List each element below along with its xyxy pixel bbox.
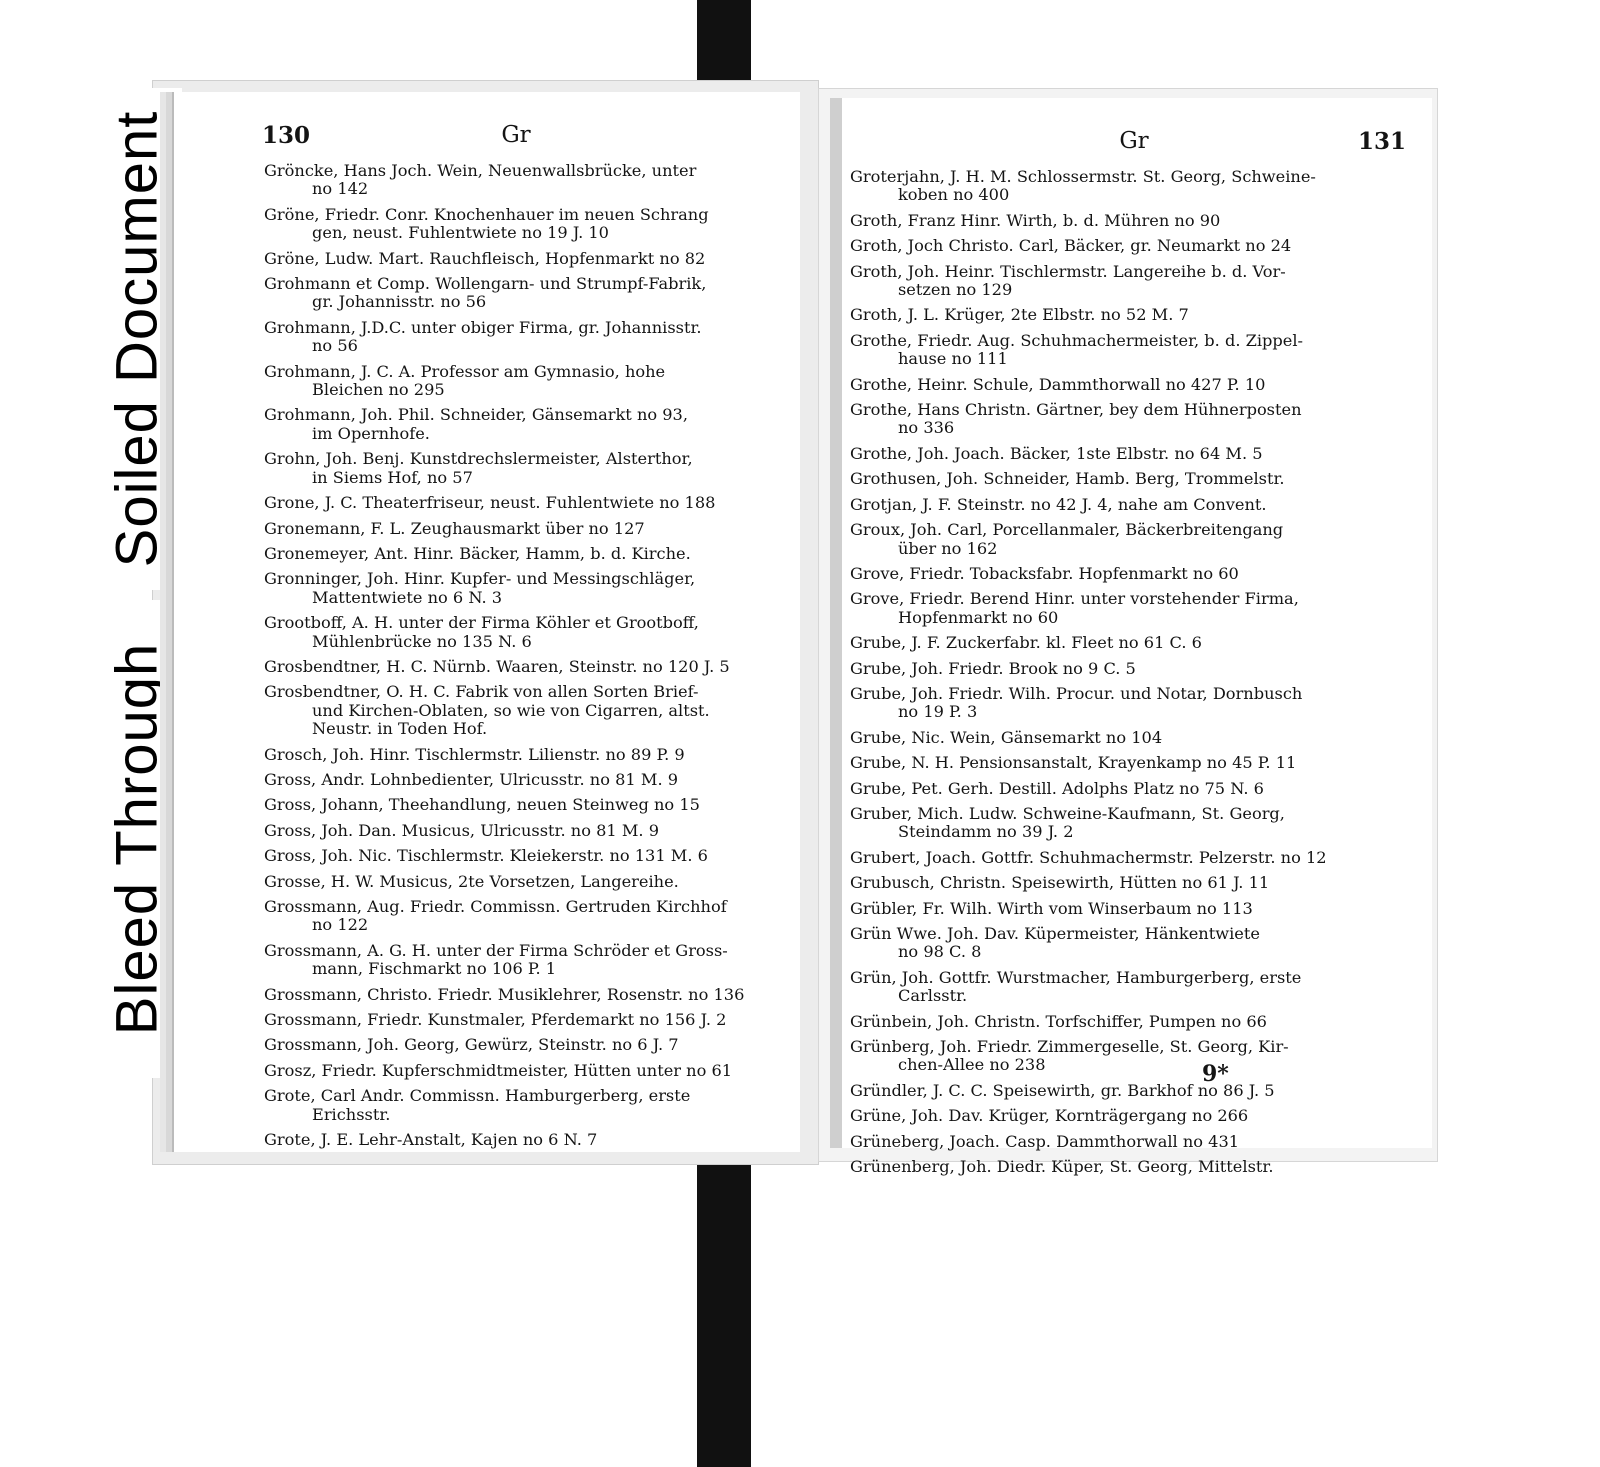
directory-entry	[264, 746, 780, 764]
entry-line: Grübler, Fr. Wilh. Wirth vom Winserbaum no 113	[850, 898, 1253, 918]
entry-line: Grubert, Joach. Gottfr. Schuhmachermstr. Pelzerstr. no 12	[850, 847, 1327, 867]
directory-entry	[264, 162, 780, 199]
directory-entry	[850, 969, 1412, 1006]
directory-entry	[264, 494, 780, 512]
entry-line: Grube, Joh. Friedr. Wilh. Procur. und Notar, Dornbusch	[850, 683, 1303, 703]
entry-continuation: und Kirchen-Oblaten, so wie von Cigarren, altst.	[312, 700, 710, 720]
directory-entry	[264, 847, 780, 865]
entry-line: Grone, J. C. Theaterfriseur, neust. Fuhlentwiete no 188	[264, 493, 716, 513]
directory-entry	[264, 986, 780, 1004]
directory-entry	[264, 683, 780, 738]
entry-line: Groterjahn, J. H. M. Schlossermstr. St. Georg, Schweine-	[850, 167, 1316, 186]
condition-labels	[92, 88, 182, 1078]
entry-continuation: Mattentwiete no 6 N. 3	[312, 587, 503, 607]
entry-line: Groux, Joh. Carl, Porcellanmaler, Bäckerbreitengang	[850, 520, 1284, 540]
entry-line: Grootboff, A. H. unter der Firma Köhler et Grootboff,	[264, 613, 699, 633]
entry-line: Grüne, Joh. Dav. Krüger, Kornträgergang no 266	[850, 1106, 1249, 1126]
entry-continuation: gen, neust. Fuhlentwiete no 19 J. 10	[312, 223, 609, 243]
directory-entry	[850, 685, 1412, 722]
soiled-document-label: Soiled Document	[92, 88, 182, 590]
directory-entry	[264, 570, 780, 607]
directory-entry	[264, 206, 780, 243]
directory-entry	[850, 874, 1412, 892]
entry-line: Grosse, H. W. Musicus, 2te Vorsetzen, Langereihe.	[264, 871, 679, 891]
directory-entry	[850, 401, 1412, 438]
directory-entry	[850, 1133, 1412, 1151]
directory-entry	[850, 565, 1412, 583]
directory-entry	[850, 332, 1412, 369]
entry-line: Grohmann, Joh. Phil. Schneider, Gänsemarkt no 93,	[264, 405, 689, 425]
entry-line: Gröne, Ludw. Mart. Rauchfleisch, Hopfenmarkt no 82	[264, 248, 706, 268]
directory-entry	[850, 590, 1412, 627]
entry-continuation: Bleichen no 295	[312, 380, 445, 400]
entry-line: Gründler, J. C. C. Speisewirth, gr. Barkhof no 86 J. 5	[850, 1080, 1275, 1100]
entry-line: Groth, Joh. Heinr. Tischlermstr. Langereihe b. d. Vor-	[850, 261, 1286, 281]
directory-entry	[264, 1087, 780, 1124]
entry-continuation: hause no 111	[898, 349, 1008, 369]
directory-entry	[850, 445, 1412, 463]
entry-line: Grothe, Heinr. Schule, Dammthorwall no 427 P. 10	[850, 374, 1266, 394]
entry-line: Grothusen, Joh. Schneider, Hamb. Berg, Trommelstr.	[850, 469, 1285, 489]
entry-line: Grün, Joh. Gottfr. Wurstmacher, Hamburgerberg, erste	[850, 967, 1302, 987]
bleed-through-label: Bleed Through	[92, 600, 182, 1078]
entry-line: Groth, J. L. Krüger, 2te Elbstr. no 52 M. 7	[850, 305, 1189, 325]
entry-continuation: Neustr. in Toden Hof.	[312, 719, 488, 739]
entry-line: Grube, J. F. Zuckerfabr. kl. Fleet no 61 C. 6	[850, 633, 1202, 653]
entry-continuation: über no 162	[898, 538, 998, 558]
entry-line: Gronemann, F. L. Zeughausmarkt über no 127	[264, 518, 645, 538]
directory-entry	[264, 406, 780, 443]
entry-line: Grosbendtner, H. C. Nürnb. Waaren, Steinstr. no 120 J. 5	[264, 656, 730, 676]
entry-continuation: no 336	[898, 418, 955, 438]
directory-entry	[850, 212, 1412, 230]
entry-line: Grote, Carl Andr. Commissn. Hamburgerberg, erste	[264, 1086, 691, 1106]
entry-line: Grüneberg, Joach. Casp. Dammthorwall no 431	[850, 1131, 1240, 1151]
entry-line: Groth, Franz Hinr. Wirth, b. d. Mühren no 90	[850, 210, 1221, 230]
directory-entry	[850, 660, 1412, 678]
directory-entry	[264, 1131, 780, 1149]
entry-line: Grossmann, Joh. Georg, Gewürz, Steinstr. no 6 J. 7	[264, 1035, 679, 1055]
left-entry-list	[264, 162, 780, 1156]
entry-line: Grube, N. H. Pensionsanstalt, Krayenkamp no 45 P. 11	[850, 753, 1297, 773]
entry-line: Grove, Friedr. Tobacksfabr. Hopfenmarkt no 60	[850, 563, 1239, 583]
entry-line: Grosbendtner, O. H. C. Fabrik von allen Sorten Brief-	[264, 682, 699, 702]
directory-entry	[264, 771, 780, 789]
entry-line: Grohmann et Comp. Wollengarn- und Strumpf-Fabrik,	[264, 274, 707, 294]
directory-entry	[850, 1013, 1412, 1031]
entry-continuation: Steindamm no 39 J. 2	[898, 822, 1074, 842]
entry-line: Grünenberg, Joh. Diedr. Küper, St. Georg, Mittelstr.	[850, 1157, 1274, 1177]
entry-continuation: gr. Johannisstr. no 56	[312, 292, 487, 312]
directory-entry	[850, 1158, 1412, 1176]
directory-entry	[850, 470, 1412, 488]
entry-continuation: in Siems Hof, no 57	[312, 467, 473, 487]
directory-entry	[264, 658, 780, 676]
entry-line: Grove, Friedr. Berend Hinr. unter vorstehender Firma,	[850, 589, 1299, 609]
entry-continuation: koben no 400	[898, 185, 1010, 205]
directory-entry	[264, 614, 780, 651]
directory-entry	[264, 545, 780, 563]
entry-continuation: Mühlenbrücke no 135 N. 6	[312, 631, 532, 651]
directory-entry	[264, 1062, 780, 1080]
entry-line: Grossmann, A. G. H. unter der Firma Schröder et Gross-	[264, 940, 728, 960]
entry-line: Grote, J. E. Lehr-Anstalt, Kajen no 6 N. 7	[264, 1130, 598, 1150]
right-running-head: Gr	[1119, 128, 1149, 154]
entry-continuation: im Opernhofe.	[312, 423, 430, 443]
directory-entry	[850, 1038, 1412, 1075]
entry-line: Grohmann, J. C. A. Professor am Gymnasio, hohe	[264, 361, 666, 381]
entry-line: Grossmann, Christo. Friedr. Musiklehrer, Rosenstr. no 136	[264, 984, 745, 1004]
directory-entry	[264, 898, 780, 935]
directory-entry	[850, 729, 1412, 747]
directory-entry	[264, 275, 780, 312]
entry-continuation: mann, Fischmarkt no 106 P. 1	[312, 959, 557, 979]
directory-entry	[850, 376, 1412, 394]
entry-continuation: no 142	[312, 179, 369, 199]
directory-entry	[850, 521, 1412, 558]
entry-line: Gross, Joh. Nic. Tischlermstr. Kleiekerstr. no 131 M. 6	[264, 846, 708, 866]
entry-line: Grossmann, Friedr. Kunstmaler, Pferdemarkt no 156 J. 2	[264, 1010, 727, 1030]
directory-entry	[264, 1011, 780, 1029]
left-running-head: Gr	[501, 122, 531, 148]
left-page-header	[262, 122, 770, 158]
entry-continuation: Carlsstr.	[898, 986, 968, 1006]
directory-entry	[264, 1036, 780, 1054]
entry-line: Grohmann, J.D.C. unter obiger Firma, gr. Johannisstr.	[264, 317, 702, 337]
entry-continuation: no 19 P. 3	[898, 702, 978, 722]
directory-entry	[264, 250, 780, 268]
entry-continuation: Hopfenmarkt no 60	[898, 607, 1059, 627]
entry-line: Gronninger, Joh. Hinr. Kupfer- und Messingschläger,	[264, 569, 696, 589]
directory-entry	[850, 168, 1412, 205]
entry-line: Grothe, Friedr. Aug. Schuhmachermeister, b. d. Zippel-	[850, 330, 1303, 350]
entry-line: Grünberg, Joh. Friedr. Zimmergeselle, St. Georg, Kir-	[850, 1037, 1289, 1057]
directory-entry	[850, 1082, 1412, 1100]
directory-entry	[264, 822, 780, 840]
directory-entry	[850, 754, 1412, 772]
directory-entry	[850, 849, 1412, 867]
directory-entry	[264, 942, 780, 979]
binding-strip-bottom	[697, 1150, 751, 1467]
entry-line: Gross, Andr. Lohnbedienter, Ulricusstr. no 81 M. 9	[264, 769, 679, 789]
entry-line: Gronemeyer, Ant. Hinr. Bäcker, Hamm, b. d. Kirche.	[264, 543, 691, 563]
right-page	[830, 98, 1432, 1177]
entry-line: Grosz, Friedr. Kupferschmidtmeister, Hütten unter no 61	[264, 1060, 733, 1080]
entry-continuation: chen-Allee no 238	[898, 1055, 1046, 1075]
entry-line: Gross, Johann, Theehandlung, neuen Steinweg no 15	[264, 795, 700, 815]
entry-line: Grothe, Hans Christn. Gärtner, bey dem Hühnerposten	[850, 400, 1302, 420]
right-page-header	[862, 128, 1406, 164]
entry-continuation: no 98 C. 8	[898, 942, 982, 962]
entry-continuation: setzen no 129	[898, 280, 1013, 300]
directory-entry	[850, 263, 1412, 300]
directory-entry	[264, 873, 780, 891]
entry-line: Grubusch, Christn. Speisewirth, Hütten no 61 J. 11	[850, 873, 1270, 893]
directory-entry	[850, 780, 1412, 798]
directory-entry	[264, 450, 780, 487]
entry-line: Grube, Pet. Gerh. Destill. Adolphs Platz no 75 N. 6	[850, 778, 1264, 798]
entry-line: Grünbein, Joh. Christn. Torfschiffer, Pumpen no 66	[850, 1011, 1267, 1031]
right-entry-list	[850, 168, 1412, 1183]
directory-entry	[264, 520, 780, 538]
entry-line: Grohn, Joh. Benj. Kunstdrechslermeister, Alsterthor,	[264, 449, 693, 469]
directory-entry	[850, 237, 1412, 255]
directory-entry	[850, 306, 1412, 324]
entry-line: Grothe, Joh. Joach. Bäcker, 1ste Elbstr. no 64 M. 5	[850, 443, 1263, 463]
entry-line: Grossmann, Aug. Friedr. Commissn. Gertruden Kirchhof	[264, 897, 727, 916]
entry-line: Grube, Joh. Friedr. Brook no 9 C. 5	[850, 658, 1136, 678]
directory-entry	[264, 319, 780, 356]
right-page-number: 131	[1357, 128, 1406, 155]
entry-line: Groth, Joch Christo. Carl, Bäcker, gr. Neumarkt no 24	[850, 236, 1292, 256]
left-page	[172, 92, 800, 1152]
entry-continuation: no 56	[312, 336, 358, 356]
binding-strip-top	[697, 0, 751, 90]
entry-continuation: no 122	[312, 915, 369, 935]
directory-entry	[850, 805, 1412, 842]
entry-line: Gruber, Mich. Ludw. Schweine-Kaufmann, St. Georg,	[850, 803, 1285, 823]
left-page-number: 130	[262, 122, 311, 149]
directory-entry	[850, 925, 1412, 962]
signature-mark: 9*	[1202, 1061, 1229, 1087]
directory-entry	[850, 900, 1412, 918]
entry-continuation: Erichsstr.	[312, 1104, 391, 1124]
directory-entry	[264, 363, 780, 400]
entry-line: Gröncke, Hans Joch. Wein, Neuenwallsbrücke, unter	[264, 161, 697, 180]
entry-line: Grotjan, J. F. Steinstr. no 42 J. 4, nahe am Convent.	[850, 494, 1267, 514]
directory-entry	[850, 496, 1412, 514]
directory-entry	[264, 796, 780, 814]
entry-line: Grosch, Joh. Hinr. Tischlermstr. Lilienstr. no 89 P. 9	[264, 744, 685, 764]
entry-line: Grube, Nic. Wein, Gänsemarkt no 104	[850, 727, 1163, 747]
directory-entry	[850, 634, 1412, 652]
entry-line: Gross, Joh. Dan. Musicus, Ulricusstr. no 81 M. 9	[264, 820, 660, 840]
entry-line: Gröne, Friedr. Conr. Knochenhauer im neuen Schrang	[264, 204, 709, 224]
directory-entry	[850, 1107, 1412, 1125]
entry-line: Grün Wwe. Joh. Dav. Küpermeister, Hänkentwiete	[850, 924, 1260, 943]
